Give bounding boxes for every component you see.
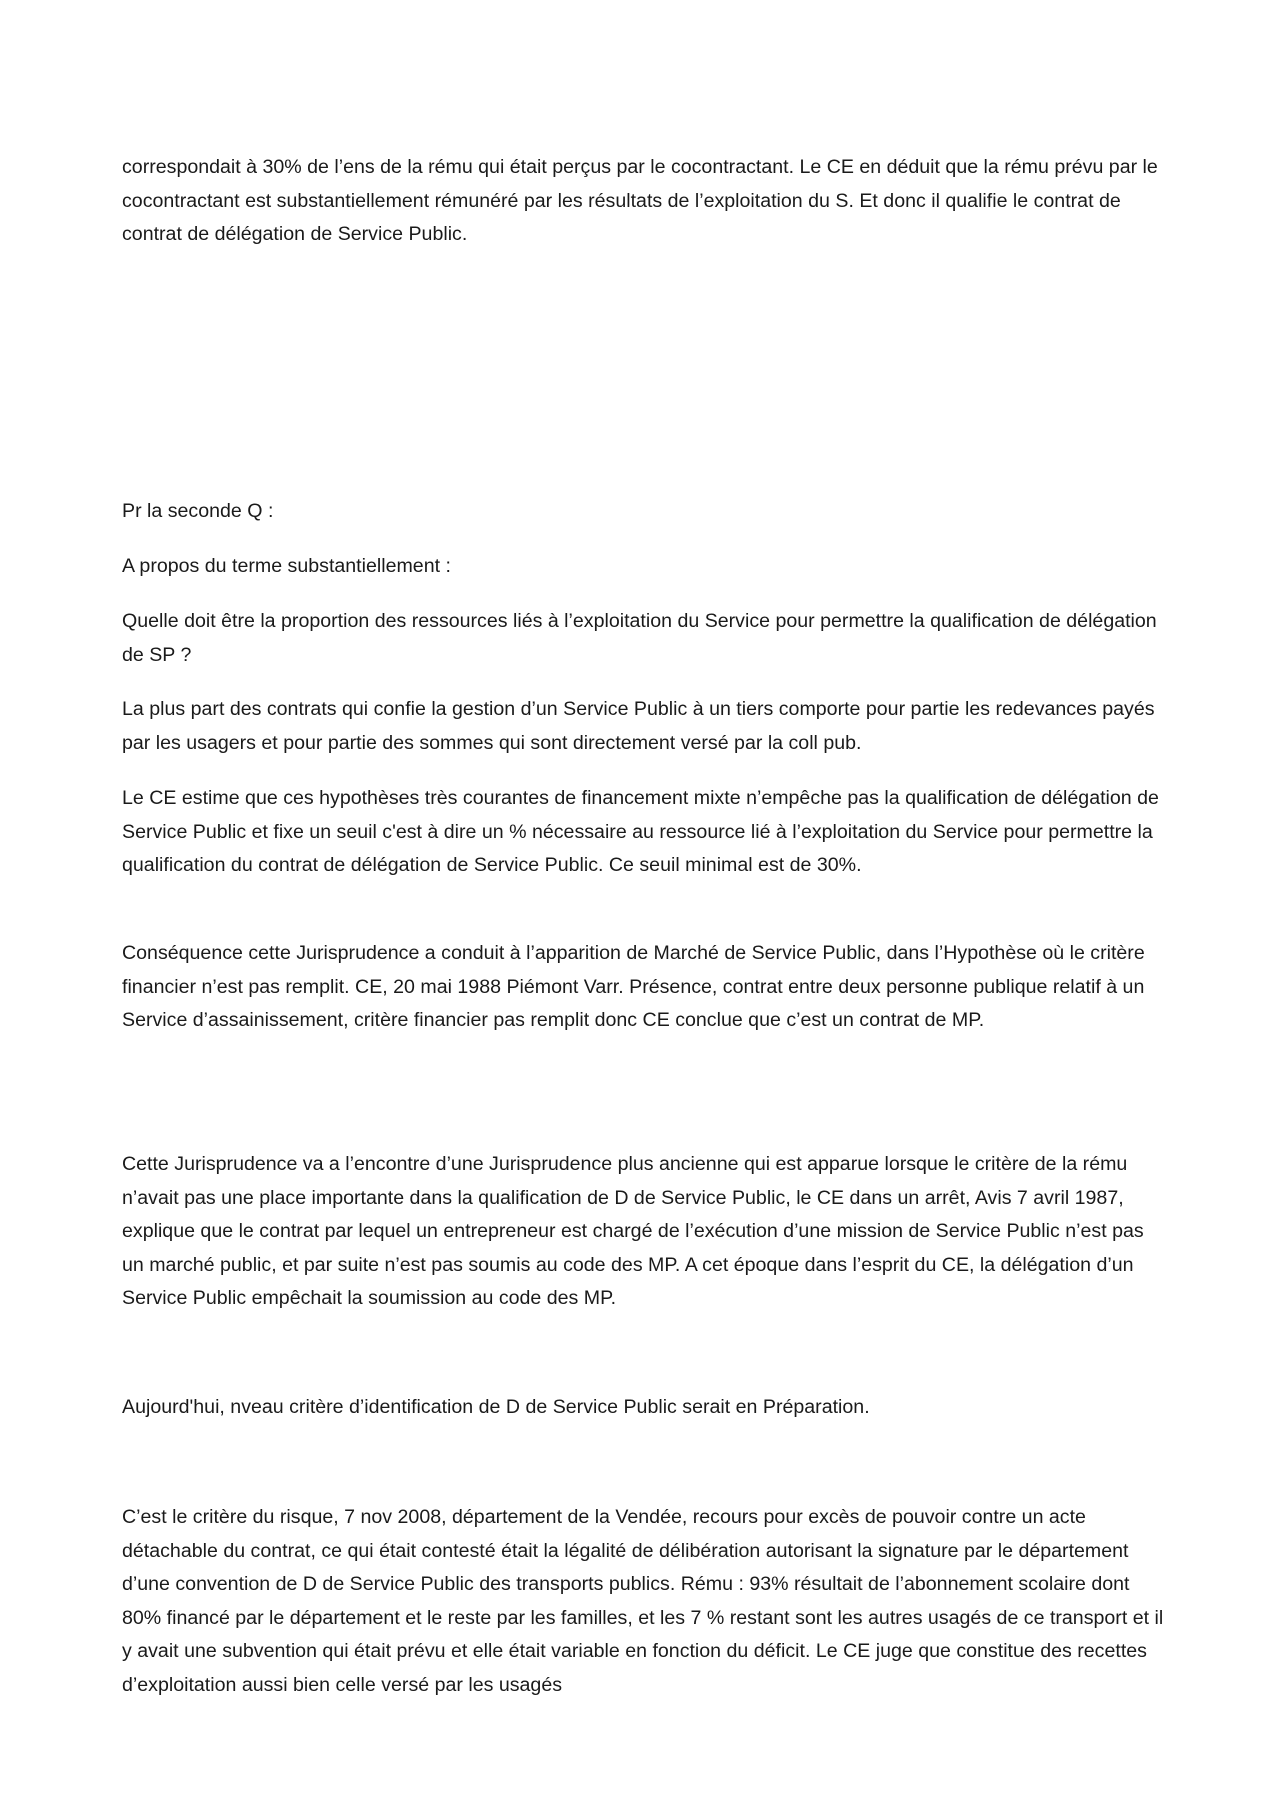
paragraph-mixed-contracts: La plus part des contrats qui confie la gestion d’un Service Public à un tiers comporte pour partie les redevances payés par les usagers et pour partie des sommes qui sont directement versé par la coll pub. bbox=[122, 698, 1155, 754]
paragraph-older-jurisprudence: Cette Jurisprudence va a l’encontre d’une Jurisprudence plus ancienne qui est apparue lorsque le critère de la rému n’avait pas une place importante dans la qualification de D de Service Public, le CE dans un arrêt, Avis 7 avril 1987, explique que le contrat par lequel un entrepreneur est chargé de l’exécution d’une mission de Service Public n’est pas un marché public, et par suite n’est pas soumis au code des MP. A cet époque dans l’esprit du CE, la délégation d’un Service Public empêchait la soumission au code des MP. bbox=[122, 1153, 1144, 1309]
paragraph-proportion-question: Quelle doit être la proportion des ressources liés à l’exploitation du Service pour permettre la qualification de délégation de SP ? bbox=[122, 610, 1157, 666]
paragraph-new-criterion: Aujourd'hui, nveau critère d’identification de D de Service Public serait en Préparation. bbox=[122, 1396, 870, 1418]
paragraph-second-question-heading: Pr la seconde Q : bbox=[122, 500, 274, 522]
paragraph-risk-criterion: C’est le critère du risque, 7 nov 2008, département de la Vendée, recours pour excès de pouvoir contre un acte détachable du contrat, ce qui était contesté était la légalité de délibération autorisant la signature par le département d’une convention de D de Service Public des transports publics. Rému : 93% résultait de l’abonnement scolaire dont 80% financé par le département et le reste par les familles, et les 7 % restant sont les autres usagés de ce transport et il y avait une subvention qui était prévu et elle était variable en fonction du déficit. Le CE juge que constitue des recettes d’exploitation aussi bien celle versé par les usagés bbox=[122, 1506, 1164, 1696]
paragraph-consequence-jurisprudence: Conséquence cette Jurisprudence a conduit à l’apparition de Marché de Service Public, dans l’Hypothèse où le critère financier n’est pas remplit. CE, 20 mai 1988 Piémont Varr. Présence, contrat entre deux personne publique relatif à un Service d’assainissement, critère financier pas remplit donc CE conclue que c’est un contrat de MP. bbox=[122, 942, 1145, 1031]
paragraph-substantiellement-heading: A propos du terme substantiellement : bbox=[122, 555, 451, 577]
paragraph-remuneration-conclusion: correspondait à 30% de l’ens de la rému qui était perçus par le cocontractant. Le CE en déduit que la rému prévu par le cocontractant est substantiellement rémunéré par les résultats de l’exploitation du S. Et donc il qualifie le contrat de contrat de délégation de Service Public. bbox=[122, 156, 1158, 245]
paragraph-threshold: Le CE estime que ces hypothèses très courantes de financement mixte n’empêche pas la qualification de délégation de Service Public et fixe un seuil c'est à dire un % nécessaire au ressource lié à l’exploitation du Service pour permettre la qualification du contrat de délégation de Service Public. Ce seuil minimal est de 30%. bbox=[122, 787, 1159, 876]
